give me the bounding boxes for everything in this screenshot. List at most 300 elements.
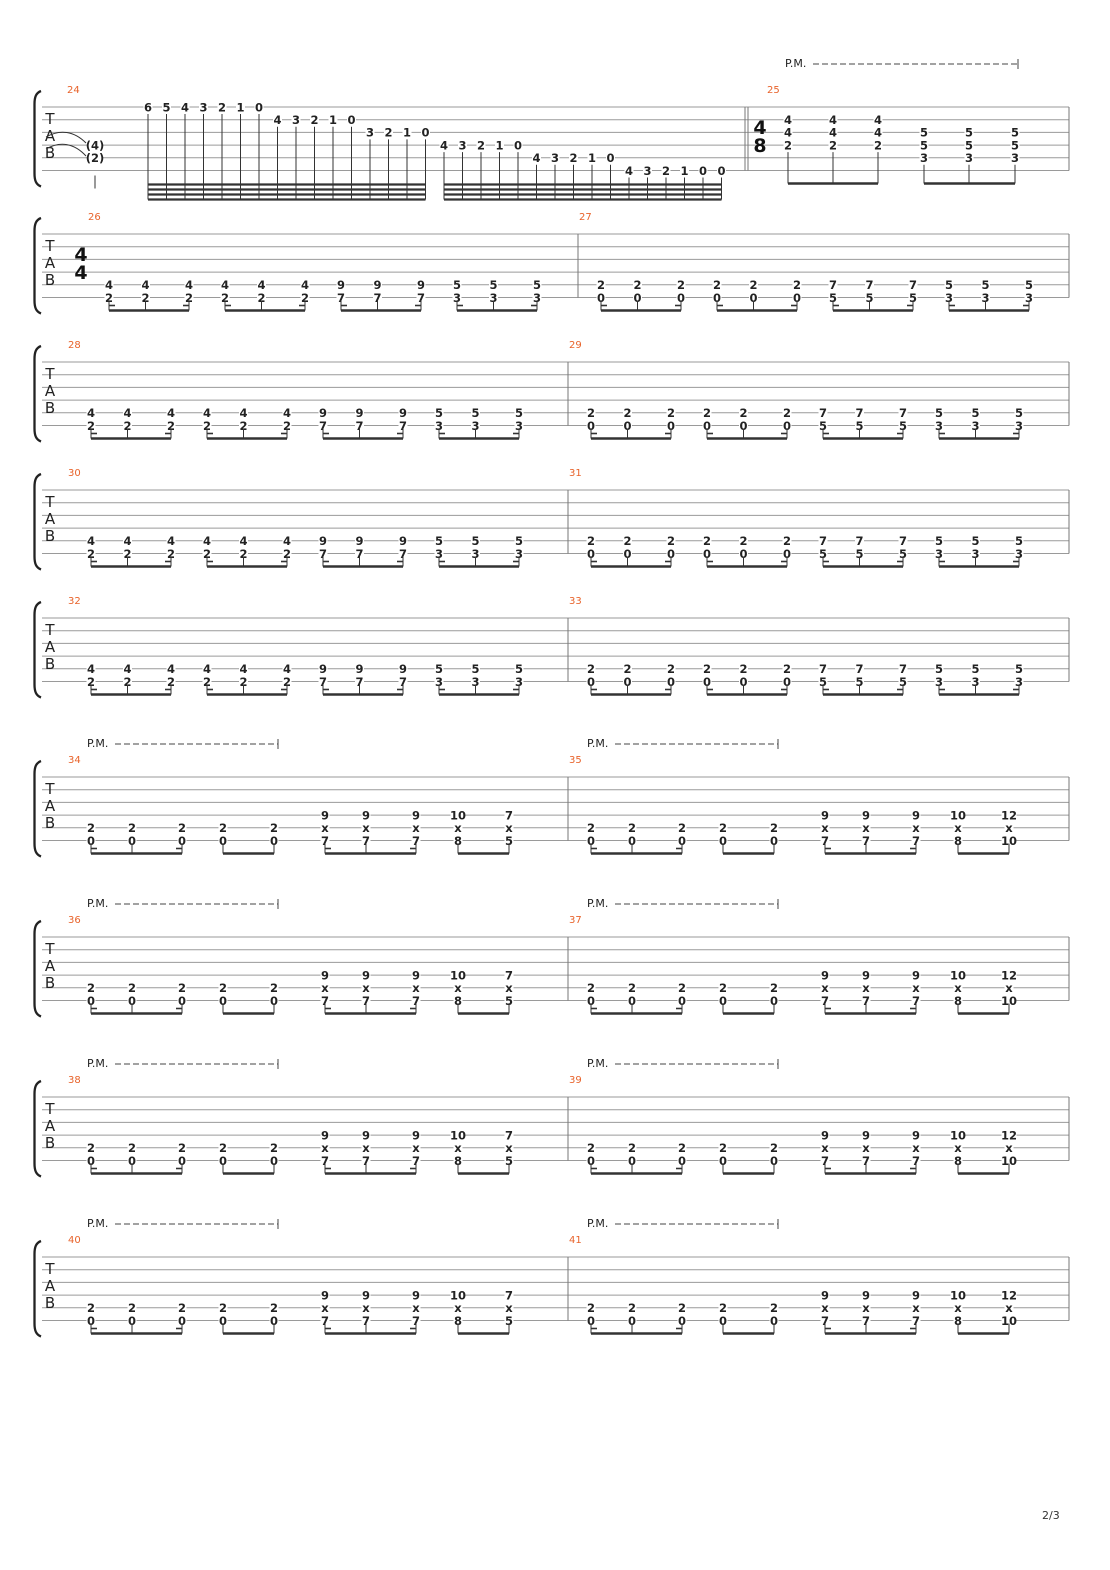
fret-number: 3 [944,290,954,305]
fret-number: 4 [104,278,114,293]
fret-number: 7 [861,833,871,848]
fret-number: x [362,1141,370,1156]
fret-number: 7 [820,1313,830,1328]
fret-number: 0 [127,1153,137,1168]
fret-number: 3 [199,100,208,115]
fret-number: 9 [398,406,408,421]
fret-number: 0 [782,546,792,561]
fret-number: 5 [434,662,444,677]
fret-number: 2 [166,418,176,433]
fret-number: 10 [949,1288,967,1303]
fret-number: 2 [712,278,722,293]
fret-number: 8 [453,993,463,1008]
fret-number: 7 [361,1313,371,1328]
fret-number: 10 [449,808,467,823]
fret-number: 2 [282,418,292,433]
fret-number: 10 [449,1128,467,1143]
fret-number: 5 [818,674,828,689]
fret-number: 0 [677,993,687,1008]
fret-number: 0 [782,418,792,433]
fret-number: 4 [439,138,449,153]
palm-mute-label: P.M. [87,1057,109,1070]
fret-number: 5 [981,278,990,293]
tab-clef-b: B [44,144,56,162]
fret-number: 7 [818,406,828,421]
fret-number: 0 [269,833,279,848]
fret-number: 2 [627,821,637,836]
tab-clef-a: A [44,957,56,975]
fret-number: 9 [355,662,364,677]
fret-number: 0 [627,833,637,848]
fret-number: 2 [769,821,779,836]
fret-number: 2 [739,534,748,549]
fret-number: 7 [911,833,921,848]
fret-number: 5 [971,662,980,677]
fret-number: 0 [513,138,523,153]
system-bracket [35,1241,42,1337]
fret-number: 5 [828,290,838,305]
fret-number: 9 [361,808,371,823]
fret-number: 5 [504,993,514,1008]
fret-number: 4 [239,406,248,421]
fret-number: x [821,821,829,836]
fret-number: 4 [273,113,282,127]
fret-number: 7 [898,534,908,549]
fret-number: 5 [1024,278,1034,293]
fret-number: 9 [373,278,382,293]
fret-number: 7 [911,993,921,1008]
fret-number: x [1005,981,1013,996]
fret-number: 9 [861,1128,871,1143]
fret-number: 2 [177,981,187,996]
fret-number: 4 [166,534,176,549]
tab-clef-t: T [45,1100,55,1118]
fret-number: 7 [504,1288,514,1303]
fret-number: 7 [820,993,830,1008]
palm-mute-label: P.M. [587,1057,609,1070]
fret-number: 2 [86,418,96,433]
measure-number: 31 [569,468,582,479]
fret-number: x [1005,1301,1013,1316]
fret-number: 2 [86,546,96,561]
fret-number: x [412,1301,420,1316]
fret-number: x [321,821,329,836]
fret-number: 9 [318,662,328,677]
measure-number: 38 [68,1075,81,1086]
fret-number: 7 [411,833,421,848]
fret-number: 7 [861,1153,871,1168]
fret-number: 2 [239,546,248,561]
fret-number: x [912,821,920,836]
fret-number: 2 [666,662,676,677]
fret-number: 2 [127,1301,137,1316]
fret-number: 2 [623,406,632,421]
fret-number: x [505,981,513,996]
fret-number: 10 [949,1128,967,1143]
fret-number: 2 [782,406,792,421]
fret-number: 3 [365,125,375,140]
fret-number: 7 [820,1153,830,1168]
fret-number: 5 [471,406,480,421]
fret-number: 10 [449,968,467,983]
fret-number: x [862,821,870,836]
fret-number: 5 [471,534,480,549]
fret-number: 4 [166,662,176,677]
fret-number: 0 [421,125,430,140]
fret-number: x [454,1301,462,1316]
fret-number: x [321,981,329,996]
fret-number: 8 [953,1153,963,1168]
fret-number: 2 [586,1141,596,1156]
fret-number: 2 [127,1141,137,1156]
fret-number: x [362,981,370,996]
palm-mute-label: P.M. [87,737,109,750]
fret-number: 3 [514,674,524,689]
fret-number: 5 [434,534,444,549]
fret-number: 2 [596,278,606,293]
fret-number: 0 [269,993,279,1008]
fret-number: 0 [666,546,676,561]
tab-clef-b: B [44,527,56,545]
fret-number: 8 [453,833,463,848]
fret-number: 0 [86,993,96,1008]
fret-number: 0 [718,833,728,848]
fret-number: 5 [865,290,874,305]
fret-number: 7 [361,1153,371,1168]
fret-number: 0 [712,290,722,305]
fret-number: 2 [586,406,596,421]
fret-number: 3 [471,674,480,689]
fret-number: 7 [504,1128,514,1143]
system-bracket [35,921,42,1017]
fret-number: 4 [202,534,212,549]
fret-number: 7 [355,418,364,433]
fret-number: 7 [361,993,371,1008]
fret-number: 2 [86,674,96,689]
fret-number: 4 [86,662,96,677]
tab-clef-a: A [44,1117,56,1135]
fret-number: 0 [677,1153,687,1168]
fret-number: 2 [718,1301,728,1316]
system-bracket [35,91,42,187]
fret-number: 7 [398,546,408,561]
fret-number: 2 [702,662,712,677]
fret-number: x [821,1301,829,1316]
fret-number: 3 [971,418,980,433]
fret-number: x [321,1301,329,1316]
fret-number: 9 [355,406,364,421]
fret-number: 4 [257,278,266,293]
fret-number: 4 [123,662,132,677]
fret-number: 3 [489,290,498,305]
fret-number: 7 [911,1313,921,1328]
fret-number: 2 [828,138,838,153]
fret-number: 2 [623,662,632,677]
fret-number: 0 [739,674,748,689]
fret-number: 4 [624,163,634,178]
fret-number: 5 [514,534,524,549]
fret-number: 7 [861,993,871,1008]
tab-clef-t: T [45,1260,55,1278]
fret-number: x [821,1141,829,1156]
measure-number: 37 [569,915,582,926]
fret-number: 5 [1014,534,1024,549]
fret-number: 7 [911,1153,921,1168]
fret-number: 0 [177,1313,187,1328]
fret-number: 10 [1000,833,1018,848]
fret-number: 2 [676,278,686,293]
fret-number: 4 [282,406,292,421]
fret-number: 7 [361,833,371,848]
fret-number: 2 [718,821,728,836]
fret-number: 12 [1000,1128,1018,1143]
fret-number: 3 [919,151,929,166]
tab-clef-a: A [44,638,56,656]
fret-number: 2 [586,662,596,677]
tab-clef-a: A [44,127,56,145]
fret-number: 3 [458,138,467,153]
tab-clef-a: A [44,382,56,400]
fret-number: 0 [86,1313,96,1328]
fret-number: 0 [739,418,748,433]
fret-number: 2 [310,113,319,127]
fret-number: 7 [855,406,864,421]
fret-number: 2 [86,821,96,836]
fret-number: 0 [596,290,606,305]
fret-number: 2 [202,674,212,689]
fret-number: 2 [166,674,176,689]
fret-number: x [912,1141,920,1156]
fret-number: 2 [782,534,792,549]
fret-number: 9 [411,808,421,823]
fret-number: 9 [861,1288,871,1303]
tab-clef-b: B [44,655,56,673]
fret-number: 2 [586,821,596,836]
fret-number: 2 [86,1141,96,1156]
fret-number: 0 [677,833,687,848]
fret-number: 9 [820,1288,830,1303]
system-bracket [35,218,42,314]
tab-clef-t: T [45,110,55,128]
tab-clef-b: B [44,974,56,992]
fret-number: 0 [586,418,596,433]
fret-number: 5 [855,418,864,433]
fret-number: 4 [828,113,838,127]
fret-number: 9 [411,968,421,983]
fret-number: 0 [586,546,596,561]
fret-number: 5 [908,290,918,305]
fret-number: 5 [532,278,542,293]
fret-number: 3 [1014,418,1024,433]
fret-number: 2 [127,981,137,996]
fret-number: 5 [964,138,974,153]
fret-number: 1 [587,151,597,166]
fret-number: 3 [434,674,444,689]
fret-number: 4 [532,151,541,166]
measure-number: 28 [68,340,81,351]
fret-number: 4 [184,278,194,293]
fret-number: 5 [855,546,864,561]
fret-number: 5 [934,662,944,677]
fret-number: 7 [411,1153,421,1168]
fret-number: 2 [177,821,187,836]
fret-number: 0 [769,1153,779,1168]
fret-number: 4 [86,534,96,549]
fret-number: 0 [586,993,596,1008]
fret-number: 7 [355,546,364,561]
fret-number: 2 [677,1301,687,1316]
fret-number: 0 [269,1313,279,1328]
fret-number: 9 [820,1128,830,1143]
fret-number: 0 [666,418,676,433]
fret-number: 0 [718,993,728,1008]
fret-number: x [1005,821,1013,836]
fret-number: 2 [677,1141,687,1156]
fret-number: 9 [911,968,921,983]
fret-number: x [912,981,920,996]
fret-number: 2 [218,1301,228,1316]
measure-number: 24 [67,85,80,96]
fret-number: 0 [127,833,137,848]
measure-number: 27 [579,212,592,223]
fret-number: 8 [453,1313,463,1328]
fret-number: 7 [865,278,874,293]
fret-number: 4 [282,534,292,549]
fret-number: 0 [718,1153,728,1168]
fret-number: 7 [373,290,382,305]
palm-mute-label: P.M. [587,1217,609,1230]
fret-number: 0 [127,1313,137,1328]
fret-number: 0 [127,993,137,1008]
fret-number: 0 [586,833,596,848]
fret-number: 9 [911,808,921,823]
tied-fret-number: (4) [85,138,105,153]
fret-number: 0 [739,546,748,561]
fret-number: 2 [282,674,292,689]
fret-number: 2 [239,674,248,689]
measure-number: 34 [68,755,81,766]
fret-number: 2 [627,1141,637,1156]
fret-number: x [454,821,462,836]
measure-number: 40 [68,1235,81,1246]
fret-number: x [1005,1141,1013,1156]
fret-number: 0 [627,993,637,1008]
fret-number: 10 [949,968,967,983]
fret-number: 2 [739,406,748,421]
fret-number: x [505,821,513,836]
fret-number: 3 [550,151,560,166]
fret-number: 9 [320,1288,330,1303]
fret-number: x [954,1141,962,1156]
fret-number: 8 [953,833,963,848]
fret-number: 4 [141,278,150,293]
fret-number: 3 [981,290,990,305]
fret-number: 0 [623,674,632,689]
fret-number: 9 [355,534,364,549]
fret-number: 0 [717,163,726,178]
fret-number: 4 [180,100,190,115]
fret-number: 7 [820,833,830,848]
fret-number: 0 [627,1313,637,1328]
tab-clef-b: B [44,814,56,832]
fret-number: x [862,981,870,996]
fret-number: x [505,1301,513,1316]
fret-number: 5 [919,138,929,153]
fret-number: 0 [676,290,686,305]
fret-number: 2 [141,290,150,305]
fret-number: 3 [471,546,480,561]
fret-number: 0 [177,1153,187,1168]
fret-number: 4 [873,125,883,140]
fret-number: x [321,1141,329,1156]
fret-number: 5 [919,125,929,140]
fret-number: 10 [1000,1313,1018,1328]
fret-number: 9 [361,968,371,983]
time-signature-top: 4 [753,117,767,139]
fret-number: 3 [643,163,652,178]
measure-number: 29 [569,340,582,351]
fret-number: 5 [971,406,980,421]
fret-number: 9 [318,406,328,421]
fret-number: 4 [239,534,248,549]
fret-number: 9 [411,1128,421,1143]
fret-number: 3 [471,418,480,433]
fret-number: 10 [1000,993,1018,1008]
fret-number: 2 [586,981,596,996]
fret-number: 4 [166,406,176,421]
measure-number: 26 [88,212,101,223]
fret-number: 2 [627,1301,637,1316]
measure-number: 41 [569,1235,582,1246]
fret-number: 7 [318,546,328,561]
time-signature-bottom: 4 [74,262,88,284]
fret-number: 0 [218,833,228,848]
fret-number: 2 [282,546,292,561]
fret-number: 10 [449,1288,467,1303]
fret-number: 2 [269,1141,279,1156]
fret-number: 0 [718,1313,728,1328]
fret-number: 0 [623,418,632,433]
fret-number: 3 [532,290,542,305]
fret-number: 9 [361,1128,371,1143]
fret-number: 0 [586,674,596,689]
fret-number: 7 [336,290,346,305]
fret-number: 1 [495,138,504,153]
tab-clef-a: A [44,797,56,815]
fret-number: 2 [783,138,793,153]
fret-number: x [862,1301,870,1316]
fret-number: 2 [769,1301,779,1316]
fret-number: 0 [702,418,712,433]
fret-number: 9 [411,1288,421,1303]
fret-number: x [412,1141,420,1156]
measure-number: 39 [569,1075,582,1086]
fret-number: 2 [300,290,310,305]
tab-clef-t: T [45,621,55,639]
fret-number: 2 [218,1141,228,1156]
fret-number: 0 [347,113,356,127]
fret-number: 0 [792,290,802,305]
fret-number: 7 [504,808,514,823]
fret-number: 0 [586,1153,596,1168]
fret-number: 2 [792,278,802,293]
tab-clef-a: A [44,510,56,528]
fret-number: 4 [123,406,132,421]
fret-number: 7 [411,993,421,1008]
fret-number: 0 [218,1153,228,1168]
fret-number: 4 [300,278,310,293]
fret-number: 5 [855,674,864,689]
